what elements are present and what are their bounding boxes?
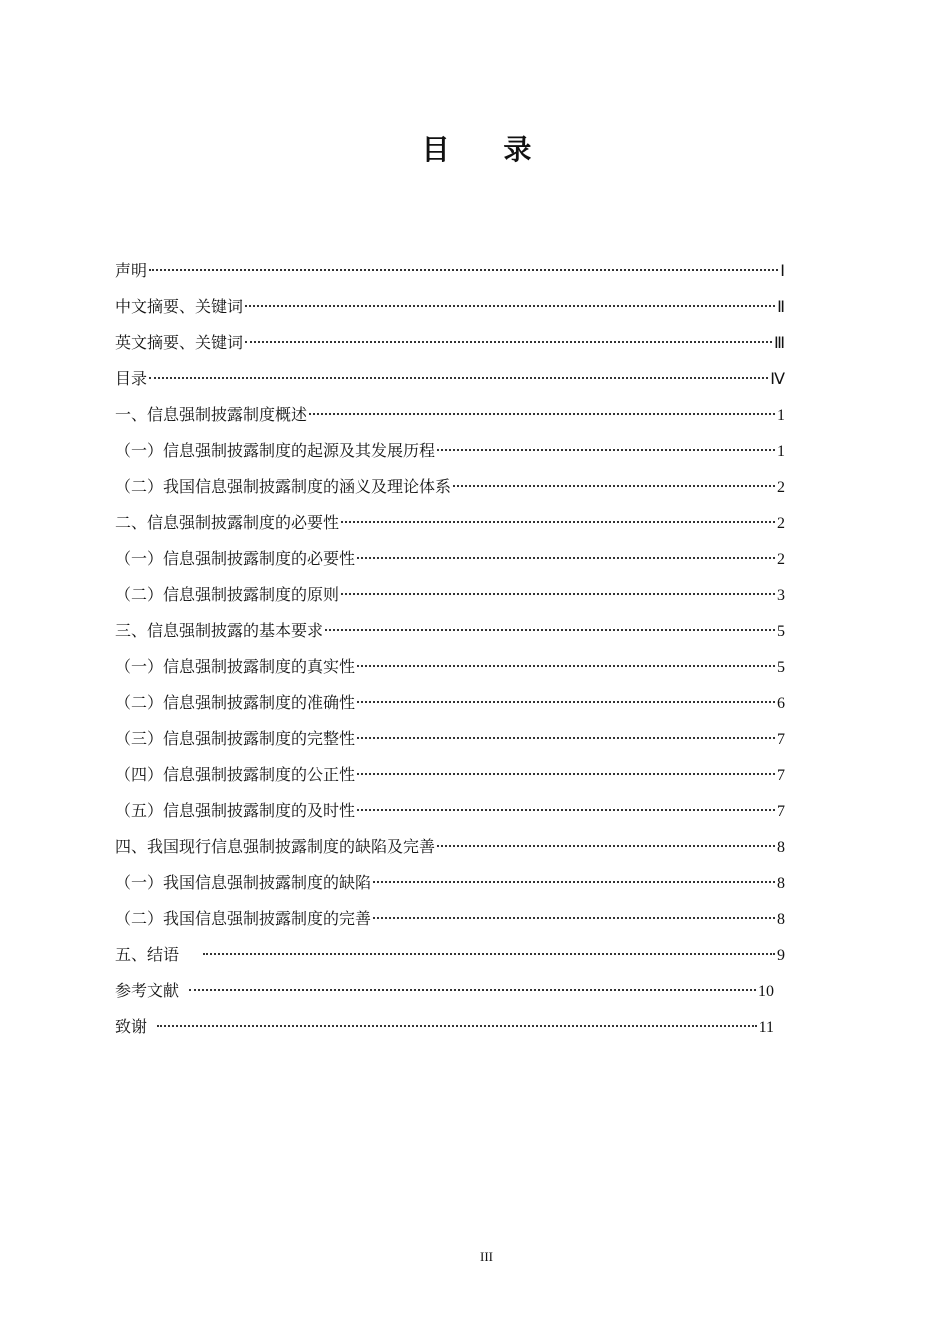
toc-entry-label: （三）信息强制披露制度的完整性	[115, 729, 356, 748]
toc-entry[interactable]	[115, 685, 785, 721]
toc-entry-label: （二）信息强制披露制度的原则	[115, 585, 340, 604]
toc-entry[interactable]	[115, 721, 785, 757]
toc-dot-leader	[373, 880, 775, 883]
toc-entry-page: Ⅳ	[770, 371, 785, 388]
toc-entry[interactable]	[115, 901, 785, 937]
toc-entry[interactable]	[115, 469, 785, 505]
toc-dot-leader	[437, 844, 775, 847]
toc-dot-leader	[357, 772, 775, 775]
toc-entry-page: 1	[777, 443, 785, 460]
toc-entry-page: 1	[777, 407, 785, 424]
toc-entry-label: （五）信息强制披露制度的及时性	[115, 801, 356, 820]
toc-entry-label: 参考文献	[115, 981, 180, 1000]
toc-entry-label: 二、信息强制披露制度的必要性	[115, 513, 340, 532]
toc-entry-label: 目录	[115, 369, 148, 388]
toc-entry-label: （二）信息强制披露制度的准确性	[115, 693, 356, 712]
toc-entry-page: 5	[777, 659, 785, 676]
toc-entry[interactable]	[115, 1009, 785, 1045]
toc-entry-label: 声明	[115, 261, 148, 280]
toc-entry[interactable]	[115, 649, 785, 685]
toc-entry-page: 2	[777, 515, 785, 532]
toc-entry[interactable]	[115, 289, 785, 325]
toc-entry-label: 四、我国现行信息强制披露制度的缺陷及完善	[115, 837, 436, 856]
toc-dot-leader	[189, 988, 756, 991]
toc-entry-label: （四）信息强制披露制度的公正性	[115, 765, 356, 784]
toc-entry[interactable]	[115, 325, 785, 361]
toc-entry-label: 三、信息强制披露的基本要求	[115, 621, 324, 640]
toc-dot-leader	[341, 592, 775, 595]
toc-dot-leader	[373, 916, 775, 919]
toc-entry-page: 5	[777, 623, 785, 640]
toc-entry-label: 英文摘要、关键词	[115, 333, 244, 352]
toc-entry-page: 2	[777, 551, 785, 568]
toc-entry-page: 7	[777, 731, 785, 748]
toc-entry-label: 中文摘要、关键词	[115, 297, 244, 316]
toc-entry[interactable]	[115, 253, 785, 289]
toc-entry-page: Ⅱ	[777, 299, 785, 316]
toc-dot-leader	[357, 808, 775, 811]
toc-dot-leader	[245, 340, 772, 343]
toc-entry-page: 8	[777, 839, 785, 856]
toc-entry-label: （一）我国信息强制披露制度的缺陷	[115, 873, 372, 892]
toc-dot-leader	[245, 304, 775, 307]
toc-dot-leader	[357, 664, 775, 667]
toc-entry-label: （一）信息强制披露制度的必要性	[115, 549, 356, 568]
toc-entry-page: 7	[777, 767, 785, 784]
toc-entry-label: 五、结语	[115, 945, 180, 964]
toc-entry-page: 10	[758, 983, 774, 1000]
toc-dot-leader	[357, 700, 775, 703]
toc-entry-page: 7	[777, 803, 785, 820]
toc-entry-page: 6	[777, 695, 785, 712]
toc-entry-page: 8	[777, 911, 785, 928]
toc-entry[interactable]	[115, 613, 785, 649]
toc-dot-leader	[325, 628, 775, 631]
toc-entry[interactable]	[115, 937, 785, 973]
toc-dot-leader	[437, 448, 775, 451]
toc-dot-leader	[357, 736, 775, 739]
page-number: III	[480, 1249, 493, 1264]
toc-dot-leader	[309, 412, 775, 415]
toc-entry[interactable]	[115, 577, 785, 613]
toc-entry-page: Ⅰ	[780, 263, 785, 280]
toc-dot-leader	[341, 520, 775, 523]
page-title: 目 录	[421, 133, 554, 166]
toc-entry-label: （一）信息强制披露制度的真实性	[115, 657, 356, 676]
toc-entry[interactable]	[115, 757, 785, 793]
toc-entry-page: 3	[777, 587, 785, 604]
toc-entry[interactable]	[115, 829, 785, 865]
toc-entry[interactable]	[115, 505, 785, 541]
toc-entry-page: 11	[758, 1019, 774, 1036]
toc-dot-leader	[357, 556, 775, 559]
toc-entry-page: Ⅲ	[773, 335, 785, 352]
table-of-contents	[115, 253, 785, 1045]
toc-dot-leader	[149, 376, 768, 379]
toc-entry[interactable]	[115, 793, 785, 829]
toc-entry-page: 8	[777, 875, 785, 892]
toc-dot-leader	[203, 952, 775, 955]
toc-entry-label: 一、信息强制披露制度概述	[115, 405, 308, 424]
toc-entry[interactable]	[115, 865, 785, 901]
toc-entry-label: （一）信息强制披露制度的起源及其发展历程	[115, 441, 436, 460]
toc-entry[interactable]	[115, 361, 785, 397]
toc-entry-page: 2	[777, 479, 785, 496]
toc-entry[interactable]	[115, 541, 785, 577]
toc-entry[interactable]	[115, 397, 785, 433]
toc-entry-label: （二）我国信息强制披露制度的涵义及理论体系	[115, 477, 452, 496]
toc-entry-label: 致谢	[115, 1017, 148, 1036]
toc-dot-leader	[149, 268, 778, 271]
toc-dot-leader	[453, 484, 775, 487]
toc-entry[interactable]	[115, 973, 785, 1009]
toc-entry-page: 9	[777, 947, 785, 964]
toc-entry[interactable]	[115, 433, 785, 469]
toc-entry-label: （二）我国信息强制披露制度的完善	[115, 909, 372, 928]
toc-dot-leader	[157, 1024, 757, 1027]
